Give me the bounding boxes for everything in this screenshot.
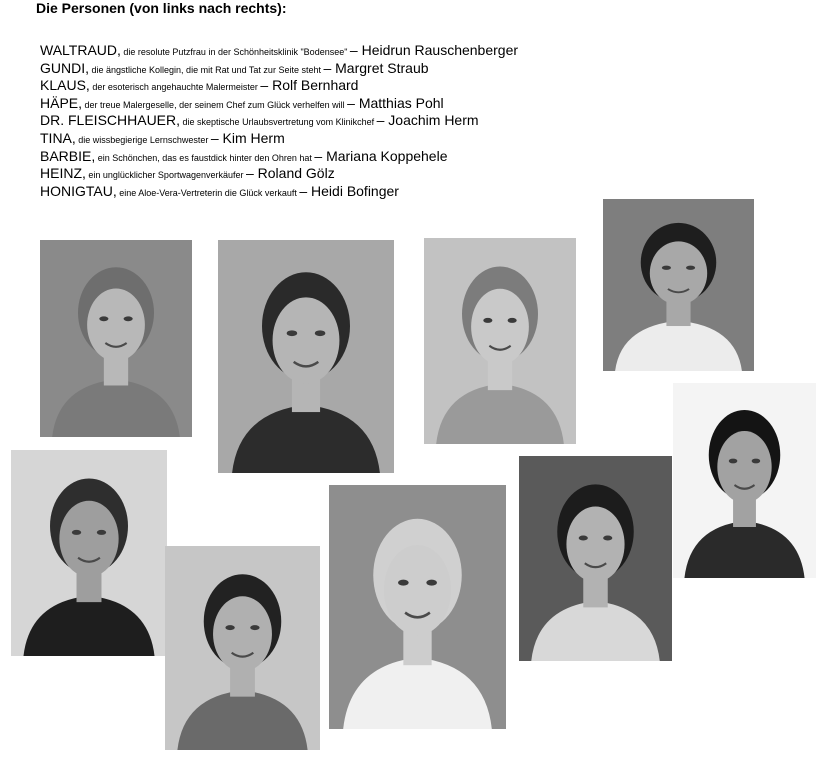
cast-entry <box>40 112 518 130</box>
cast-entry <box>40 130 518 148</box>
actor-name: – Matthias Pohl <box>347 94 444 111</box>
face <box>717 431 771 503</box>
actor-name: – Heidi Bofinger <box>299 182 399 199</box>
left-eye <box>72 530 81 535</box>
role-name: KLAUS, <box>40 77 90 94</box>
role-name: TINA, <box>40 129 76 146</box>
face <box>213 596 272 671</box>
role-name: WALTRAUD, <box>40 42 121 58</box>
left-eye <box>99 316 108 321</box>
left-eye <box>398 580 409 586</box>
actor-name: – Joachim Herm <box>376 112 479 129</box>
left-eye <box>662 266 671 270</box>
left-eye <box>729 459 738 464</box>
role-name: GUNDI, <box>40 59 89 76</box>
cast-entry <box>40 95 518 113</box>
role-description: die skeptische Urlaubsvertretung vom Klinikchef <box>180 117 377 128</box>
role-description: die resolute Putzfrau in der Schönheitsklinik "Bodensee" <box>120 47 350 57</box>
right-eye <box>508 318 517 323</box>
photo-1-woman-long-hair <box>40 240 192 437</box>
face <box>471 289 529 365</box>
portrait-image <box>673 383 816 578</box>
photo-8-woman-curly-glasses <box>519 456 672 661</box>
face <box>384 545 451 635</box>
role-description: eine Aloe-Vera-Vertreterin die Glück verkauft <box>116 187 300 198</box>
actor-name: – Rolf Bernhard <box>260 77 359 94</box>
left-eye <box>287 330 298 336</box>
role-name: HONIGTAU, <box>40 182 117 199</box>
right-eye <box>250 625 259 630</box>
actor-name: – Roland Gölz <box>245 165 335 182</box>
left-eye <box>579 535 588 540</box>
cast-entry <box>40 60 518 78</box>
role-description: der esoterisch angehauchte Malermeister <box>89 82 261 93</box>
photo-7-woman-white-turtleneck <box>329 485 506 729</box>
face <box>87 288 145 361</box>
portrait-image <box>40 240 192 437</box>
portrait-image <box>603 199 754 371</box>
right-eye <box>315 330 326 336</box>
photo-3-young-man-curly <box>424 238 576 444</box>
right-eye <box>426 580 437 586</box>
right-eye <box>124 316 133 321</box>
face <box>650 241 707 305</box>
cast-entry <box>40 148 518 166</box>
photo-2-woman-short-hair <box>218 240 394 473</box>
left-eye <box>483 318 492 323</box>
cast-entry <box>40 77 518 95</box>
right-eye <box>603 535 612 540</box>
portrait-image <box>424 238 576 444</box>
photo-6-woman-striped-sweater <box>165 546 320 750</box>
role-description: die ängstliche Kollegin, die mit Rat und Tat zur Seite steht <box>89 64 324 75</box>
portrait-image <box>218 240 394 473</box>
face <box>566 506 624 582</box>
portrait-image <box>519 456 672 661</box>
left-eye <box>225 625 234 630</box>
cast-entry <box>40 165 518 183</box>
role-description: die wissbegierige Lernschwester <box>75 134 211 145</box>
portrait-image <box>329 485 506 729</box>
right-eye <box>686 266 695 270</box>
cast-list <box>40 42 518 200</box>
portrait-image <box>11 450 167 656</box>
role-description: ein unglücklicher Sportwagenverkäufer <box>85 170 246 181</box>
actor-name: – Mariana Koppehele <box>314 147 448 164</box>
photo-4-man-white-shirt <box>603 199 754 371</box>
role-name: BARBIE, <box>40 147 96 164</box>
photo-5-man-dark-sweater <box>11 450 167 656</box>
right-eye <box>752 459 761 464</box>
right-eye <box>97 530 106 535</box>
cast-entry <box>40 183 518 201</box>
role-description: der treue Malergeselle, der seinem Chef zum Glück verhelfen will <box>82 99 348 110</box>
role-name: HÄPE, <box>40 94 83 111</box>
role-description: ein Schönchen, das es faustdick hinter den Ohren hat <box>95 152 315 163</box>
face <box>59 501 118 577</box>
actor-name: – Kim Herm <box>210 129 285 146</box>
page-heading: Die Personen (von links nach rechts): <box>36 0 287 16</box>
portrait-image <box>165 546 320 750</box>
face <box>273 297 340 383</box>
actor-name: – Margret Straub <box>323 59 429 76</box>
role-name: HEINZ, <box>40 165 86 182</box>
cast-entry <box>40 42 518 60</box>
role-name: DR. FLEISCHHAUER, <box>40 112 181 129</box>
photo-9-man-mustache <box>673 383 816 578</box>
actor-name: – Heidrun Rauschenberger <box>349 42 519 58</box>
